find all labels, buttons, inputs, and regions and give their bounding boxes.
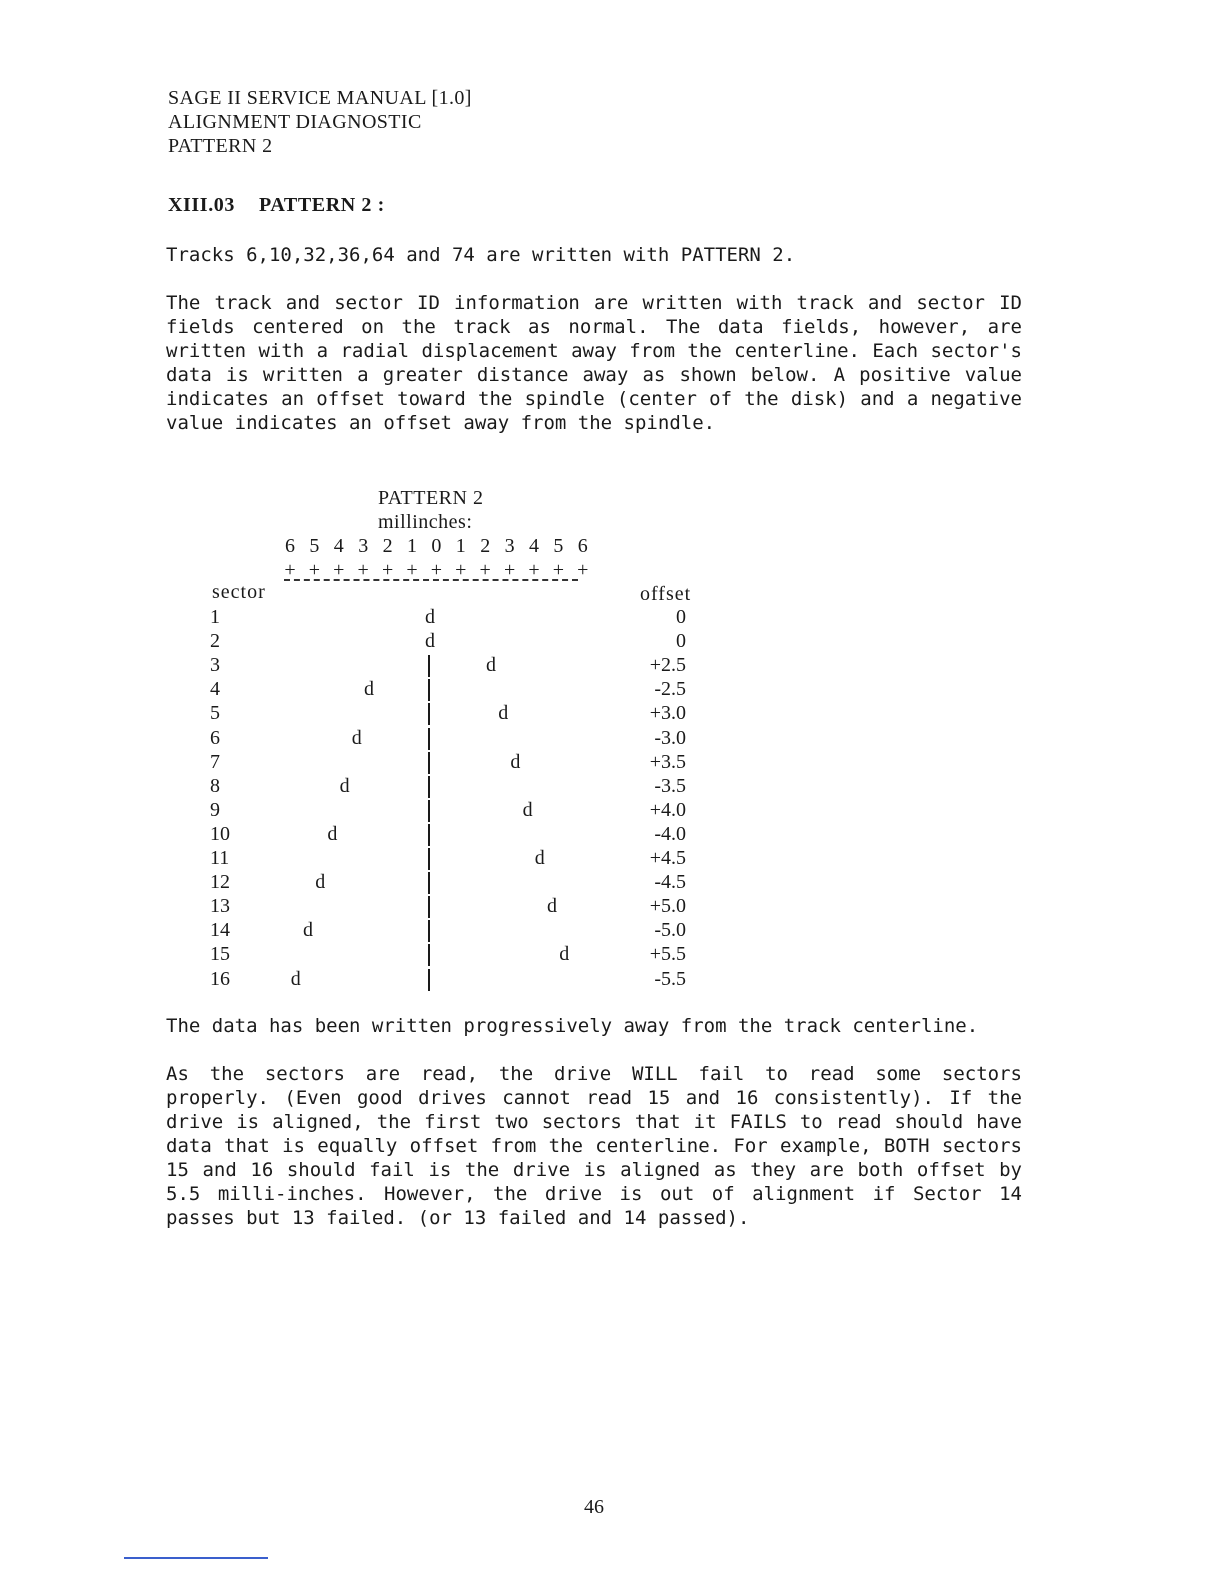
offset-value: -5.0 bbox=[654, 919, 686, 942]
header-chapter: ALIGNMENT DIAGNOSTIC bbox=[168, 111, 422, 133]
data-field-mark: d bbox=[547, 895, 557, 918]
centerline-mark bbox=[428, 703, 430, 725]
scale-label-11: 5 bbox=[553, 535, 564, 557]
data-field-mark: d bbox=[425, 606, 435, 628]
sector-number: 9 bbox=[210, 798, 220, 821]
offset-value: -5.5 bbox=[654, 967, 686, 990]
scale-tick-0: + bbox=[284, 559, 296, 581]
sector-number: 2 bbox=[210, 630, 220, 653]
scale-label-5: 1 bbox=[407, 535, 417, 557]
scale-label-0: 6 bbox=[285, 535, 295, 557]
header-topic: PATTERN 2 bbox=[168, 135, 273, 157]
diagram-row bbox=[0, 677, 1224, 701]
data-field-mark: d bbox=[534, 847, 545, 869]
centerline-mark bbox=[428, 752, 430, 774]
page-number: 46 bbox=[584, 1496, 604, 1518]
centerline-mark bbox=[428, 920, 430, 942]
scale-tick-9: + bbox=[503, 559, 516, 581]
scale-tick-3: + bbox=[357, 559, 369, 581]
intro-paragraph: Tracks 6,10,32,36,64 and 74 are written with PATTERN 2. bbox=[166, 244, 796, 266]
offset-value: +2.5 bbox=[649, 654, 686, 677]
sector-number: 8 bbox=[210, 774, 220, 797]
scale-tick-11: + bbox=[552, 559, 565, 581]
diagram-row bbox=[0, 967, 1224, 991]
offset-column-label: offset bbox=[640, 583, 692, 605]
sector-number: 14 bbox=[210, 919, 230, 942]
centerline-mark bbox=[428, 944, 430, 966]
scale-tick-1: + bbox=[308, 559, 321, 581]
scale-tick-5: + bbox=[406, 559, 418, 581]
section-title: PATTERN 2 : bbox=[259, 194, 385, 216]
diagram-row bbox=[0, 870, 1224, 894]
offset-value: +5.0 bbox=[649, 895, 686, 918]
centerline-mark bbox=[428, 896, 430, 918]
sector-number: 12 bbox=[210, 871, 230, 894]
diagram-row bbox=[0, 942, 1224, 966]
scale-label-1: 5 bbox=[309, 535, 320, 557]
offset-value: +4.0 bbox=[649, 798, 686, 821]
diagram-row bbox=[0, 629, 1224, 653]
data-field-mark: d bbox=[486, 654, 496, 677]
data-field-mark: d bbox=[425, 630, 435, 653]
sector-number: 5 bbox=[210, 702, 220, 725]
scale-label-3: 3 bbox=[358, 535, 369, 557]
centerline-mark bbox=[428, 969, 430, 991]
summary-paragraph: The data has been written progressively away from the track centerline. bbox=[166, 1015, 979, 1037]
data-field-mark: d bbox=[339, 774, 350, 797]
diagram-row bbox=[0, 846, 1224, 870]
diagram-row bbox=[0, 653, 1224, 677]
offset-value: -3.0 bbox=[654, 726, 686, 749]
centerline-mark bbox=[428, 824, 430, 846]
offset-value: +3.5 bbox=[649, 750, 686, 773]
offset-value: +3.0 bbox=[649, 702, 686, 725]
scale-label-9: 3 bbox=[504, 535, 515, 557]
centerline-mark bbox=[428, 655, 430, 677]
offset-value: +5.5 bbox=[649, 943, 686, 966]
data-field-mark: d bbox=[510, 750, 521, 773]
sector-number: 15 bbox=[210, 943, 230, 966]
procedure-paragraph: As the sectors are read, the drive WILL fail to read some sectors properly. (Even good drives cannot read 15 and 16 consistently). If the drive is aligned, the first two sectors that it FAILS to read should have data that is equally offset from the centerline. For example, BOTH sectors 15 and 16 should fail is the drive is aligned as they are both offset by 5.5 milli-inches. However, the drive is out of alignment if Sector 14 passes but 13 failed. (or 13 failed and 14 passed). bbox=[166, 1063, 1022, 1229]
diagram-row bbox=[0, 894, 1224, 918]
description-paragraph: The track and sector ID information are written with track and sector ID fields centered on the track as normal. The data fields, however, are written with a radial displacement away from the centerline. Each sector's data is written a greater distance away as shown below. A positive value indicates an offset toward the spindle (center of the disk) and a negative value indicates an offset away from the spindle. bbox=[166, 292, 1022, 434]
data-field-mark: d bbox=[290, 967, 301, 990]
scale-tick-7: + bbox=[455, 559, 467, 581]
scale-label-6: 0 bbox=[431, 535, 442, 557]
sector-number: 13 bbox=[210, 895, 230, 918]
centerline-mark bbox=[428, 800, 430, 822]
diagram-row bbox=[0, 701, 1224, 725]
scale-label-2: 4 bbox=[333, 535, 344, 557]
sector-number: 4 bbox=[210, 678, 220, 701]
centerline-mark bbox=[428, 848, 430, 870]
scale-tick-12: + bbox=[577, 559, 589, 581]
sector-number: 6 bbox=[210, 726, 220, 749]
scale-label-7: 1 bbox=[455, 535, 466, 557]
centerline-mark bbox=[428, 679, 430, 701]
data-field-mark: d bbox=[559, 943, 570, 966]
diagram-row bbox=[0, 750, 1224, 774]
data-field-mark: d bbox=[498, 702, 509, 725]
section-number: XIII.03 bbox=[168, 194, 235, 216]
offset-value: -2.5 bbox=[654, 678, 686, 701]
diagram-row bbox=[0, 918, 1224, 942]
sector-number: 1 bbox=[210, 606, 220, 628]
scale-tick-2: + bbox=[333, 559, 345, 581]
offset-value: 0 bbox=[676, 606, 686, 628]
data-field-mark: d bbox=[351, 726, 362, 749]
footer-rule bbox=[124, 1557, 268, 1559]
offset-value: -4.5 bbox=[654, 871, 686, 894]
offset-value: +4.5 bbox=[649, 847, 686, 869]
scale-tick-6: + bbox=[430, 559, 443, 581]
header-manual-title: SAGE II SERVICE MANUAL [1.0] bbox=[168, 87, 472, 109]
centerline-mark bbox=[428, 872, 430, 894]
scale-label-10: 4 bbox=[529, 535, 539, 557]
diagram-row bbox=[0, 726, 1224, 750]
diagram-pattern-label: PATTERN 2 bbox=[378, 487, 484, 509]
data-field-mark: d bbox=[315, 871, 326, 894]
data-field-mark: d bbox=[522, 798, 533, 821]
centerline-mark bbox=[428, 776, 430, 798]
centerline-mark bbox=[428, 728, 430, 750]
diagram-units-label: millinches: bbox=[378, 511, 473, 533]
scale-label-8: 2 bbox=[480, 535, 491, 557]
sector-number: 16 bbox=[210, 967, 230, 990]
sector-number: 3 bbox=[210, 654, 220, 677]
diagram-row bbox=[0, 822, 1224, 846]
sector-number: 7 bbox=[210, 750, 220, 773]
scale-label-12: 6 bbox=[577, 535, 588, 557]
data-field-mark: d bbox=[303, 919, 313, 942]
data-field-mark: d bbox=[327, 822, 338, 845]
data-field-mark: d bbox=[364, 678, 374, 701]
sector-column-label: sector bbox=[212, 581, 266, 603]
sector-number: 10 bbox=[210, 822, 230, 845]
scale-tick-8: + bbox=[479, 559, 491, 581]
diagram-row bbox=[0, 774, 1224, 798]
offset-value: 0 bbox=[676, 630, 686, 653]
sector-number: 11 bbox=[210, 847, 230, 869]
offset-value: -3.5 bbox=[654, 774, 686, 797]
scale-label-4: 2 bbox=[382, 535, 393, 557]
diagram-row bbox=[0, 605, 1224, 629]
diagram-row bbox=[0, 798, 1224, 822]
scale-tick-10: + bbox=[528, 559, 540, 581]
offset-value: -4.0 bbox=[654, 822, 686, 845]
scale-tick-4: + bbox=[381, 559, 394, 581]
